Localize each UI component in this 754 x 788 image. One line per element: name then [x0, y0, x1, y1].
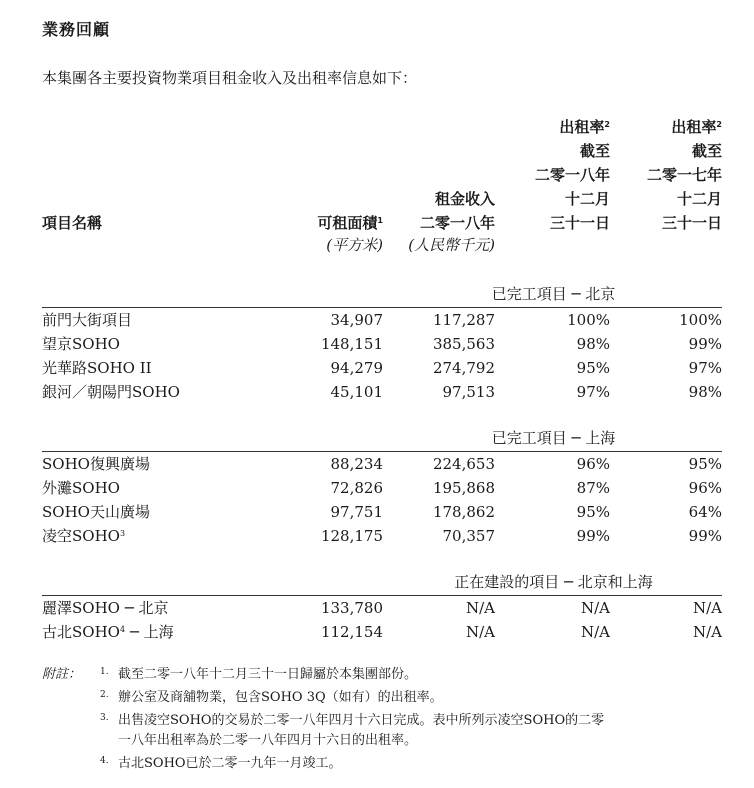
- row-name: 麗澤SOHO ─ 北京: [42, 599, 169, 617]
- row-occ2017: 99%: [688, 527, 722, 545]
- row-rent: 224,653: [432, 455, 495, 473]
- notes-label: 附註：: [42, 667, 82, 682]
- row-occ2017: N/A: [692, 599, 722, 617]
- intro-text: 本集團各主要投資物業項目租金收入及出租率信息如下：: [42, 69, 418, 87]
- header-occ2018-line5: 三十一日: [549, 214, 610, 232]
- row-occ2018: 100%: [567, 311, 610, 329]
- header-occ2018-line2: 截至: [579, 142, 610, 160]
- note-text: 一八年出租率為於二零一八年四月十六日的出租率。: [118, 733, 418, 748]
- row-area: 72,826: [330, 479, 383, 497]
- row-rent: 178,862: [432, 503, 495, 521]
- row-area: 133,780: [320, 599, 383, 617]
- row-name: 凌空SOHO$^3$: [42, 527, 126, 545]
- header-project-name: 項目名稱: [42, 214, 103, 232]
- header-rent-line2: 二零一八年: [419, 214, 495, 232]
- note-text: 古北SOHO已於二零一九年一月竣工。: [118, 756, 342, 771]
- section-divider: [42, 451, 722, 452]
- row-rent: N/A: [465, 599, 495, 617]
- row-rent: N/A: [465, 623, 495, 641]
- row-area: 45,101: [330, 383, 383, 401]
- row-occ2017: 64%: [688, 503, 722, 521]
- header-occ2018-line1: 出租率$^2$: [559, 118, 610, 136]
- row-name: 古北SOHO$^4$ ─ 上海: [42, 623, 174, 641]
- header-occ2017-line2: 截至: [691, 142, 722, 160]
- row-area: 94,279: [330, 359, 383, 377]
- page-title: 業務回顧: [42, 20, 111, 39]
- row-occ2018: 98%: [576, 335, 610, 353]
- row-area: 34,907: [330, 311, 383, 329]
- section-divider: [42, 307, 722, 308]
- row-occ2018: 97%: [576, 383, 610, 401]
- row-rent: 274,792: [432, 359, 495, 377]
- row-occ2018: 99%: [576, 527, 610, 545]
- row-occ2018: 95%: [576, 503, 610, 521]
- row-rent: 97,513: [442, 383, 495, 401]
- section-heading: 正在建設的項目 ─ 北京和上海: [454, 573, 653, 591]
- row-rent: 195,868: [432, 479, 495, 497]
- row-name: 外灘SOHO: [42, 479, 120, 497]
- note-number: 1.: [100, 667, 109, 677]
- note-number: 3.: [100, 713, 109, 723]
- header-occ2018-line4: 十二月: [564, 190, 610, 208]
- header-area: 可租面積$^1$: [317, 214, 383, 232]
- row-occ2018: N/A: [580, 623, 610, 641]
- note-text: 辦公室及商舖物業，包含SOHO 3Q（如有）的出租率。: [118, 690, 443, 705]
- header-occ2017-line4: 十二月: [676, 190, 722, 208]
- section-heading: 已完工項目 ─ 北京: [491, 285, 616, 303]
- row-occ2017: 95%: [688, 455, 722, 473]
- section-divider: [42, 595, 722, 596]
- row-rent: 385,563: [432, 335, 495, 353]
- row-occ2017: 100%: [679, 311, 722, 329]
- row-name: SOHO復興廣場: [42, 455, 150, 473]
- row-name: 望京SOHO: [42, 335, 120, 353]
- row-occ2018: 96%: [576, 455, 610, 473]
- row-occ2018: N/A: [580, 599, 610, 617]
- section-heading: 已完工項目 ─ 上海: [491, 429, 616, 447]
- header-occ2017-line1: 出租率$^2$: [671, 118, 722, 136]
- row-area: 128,175: [320, 527, 383, 545]
- row-name: SOHO天山廣場: [42, 503, 150, 521]
- row-rent: 70,357: [442, 527, 495, 545]
- row-occ2018: 87%: [576, 479, 610, 497]
- note-text: 截至二零一八年十二月三十一日歸屬於本集團部份。: [118, 667, 418, 682]
- row-name: 光華路SOHO II: [42, 359, 152, 377]
- row-occ2017: 97%: [688, 359, 722, 377]
- note-number: 4.: [100, 756, 109, 766]
- row-area: 148,151: [320, 335, 383, 353]
- row-occ2017: N/A: [692, 623, 722, 641]
- row-area: 97,751: [330, 503, 383, 521]
- header-occ2018-line3: 二零一八年: [534, 166, 610, 184]
- note-number: 2.: [100, 690, 109, 700]
- row-area: 88,234: [330, 455, 383, 473]
- note-text: 出售凌空SOHO的交易於二零一八年四月十六日完成。表中所列示凌空SOHO的二零: [118, 713, 605, 728]
- row-rent: 117,287: [432, 311, 495, 329]
- row-area: 112,154: [320, 623, 383, 641]
- header-rent-unit: (人民幣千元): [408, 236, 495, 254]
- row-occ2017: 96%: [688, 479, 722, 497]
- row-occ2017: 99%: [688, 335, 722, 353]
- row-occ2017: 98%: [688, 383, 722, 401]
- header-rent-line1: 租金收入: [434, 190, 495, 208]
- row-name: 銀河／朝陽門SOHO: [42, 383, 180, 401]
- row-name: 前門大街項目: [42, 311, 133, 329]
- header-area-unit: (平方米): [326, 236, 383, 254]
- header-occ2017-line3: 二零一七年: [646, 166, 722, 184]
- row-occ2018: 95%: [576, 359, 610, 377]
- header-occ2017-line5: 三十一日: [661, 214, 722, 232]
